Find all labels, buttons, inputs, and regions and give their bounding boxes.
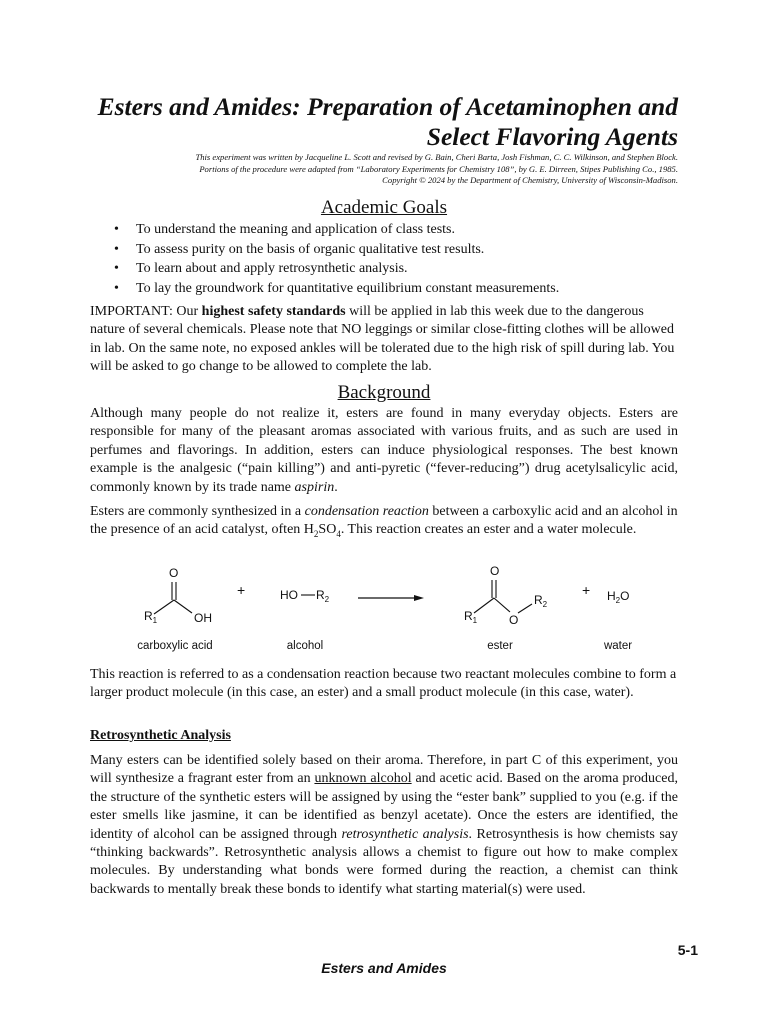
credit-line: Copyright © 2024 by the Department of Chemistry, University of Wisconsin-Madison.	[382, 175, 678, 186]
alcohol-caption: alcohol	[286, 640, 324, 652]
retrosynthesis-paragraph	[90, 752, 678, 899]
ester-structure	[464, 564, 548, 627]
important-emphasis: highest safety standards	[201, 304, 346, 319]
carboxylic-acid-caption: carboxylic acid	[137, 640, 213, 652]
unknown-alcohol-term: unknown alcohol	[314, 771, 412, 787]
plus-sign: +	[237, 582, 246, 598]
text-run: Esters are commonly synthesized in a	[90, 504, 305, 519]
subscript: 2	[313, 529, 319, 540]
ester-caption: ester	[487, 640, 513, 652]
text-run: and acetic acid. Based on the aroma produced, the structure of the synthetic esters will be assigned by using the “ester bank” supplied to you (e.g. if the ester smells like jasmine, it can be identified as benzyl acetate). Once the esters are identified, the identity of alcohol can be assigned through	[90, 771, 678, 842]
carboxylic-acid-structure	[144, 566, 212, 625]
aspirin-term: aspirin	[294, 479, 335, 495]
text-run: Many esters can be identified solely based on their aroma. Therefore, in part C of this experiment, you will synthesize a fragrant ester from an	[90, 753, 678, 787]
r1-label: $R_1$	[464, 609, 478, 625]
reaction-scheme	[120, 560, 660, 660]
bond-line	[518, 604, 532, 613]
retrosynthetic-analysis-term: retrosynthetic analysis	[341, 826, 469, 842]
r2-label: $R_2$	[316, 588, 330, 604]
page-number: 5-1	[677, 942, 698, 958]
bond-line	[494, 598, 510, 612]
background-paragraph-1	[90, 405, 678, 497]
bond-line	[174, 600, 192, 613]
water-formula: $H_2O$	[607, 589, 630, 605]
background-heading: Background	[337, 382, 431, 403]
reaction-arrow	[358, 595, 424, 601]
subscript: 4	[336, 529, 341, 540]
r1-label: $R_1$	[144, 609, 158, 625]
important-text: will be applied in lab this week due to the dangerous nature of several chemicals. Please note that NO leggings or similar close-fitting clothes will be allowed in lab. On the same note, no exposed ankles will be tolerated due to the high risk of spill during lab. You will be asked to go change to be allowed to complete the lab.	[90, 304, 675, 375]
bond-line	[474, 598, 494, 613]
hydroxyl-label: OH	[194, 611, 212, 625]
credit-line: Portions of the procedure were adapted from “Laboratory Experiments for Chemistry 108”, by G. E. Dirreen, Stipes Publishing Co., 1985.	[199, 163, 678, 174]
goal-item: • To understand the meaning and application of class tests.	[90, 220, 678, 240]
carbonyl-oxygen-label: O	[169, 566, 179, 580]
condensation-term: condensation reaction	[304, 504, 429, 519]
goal-item: • To learn about and apply retrosynthetic analysis.	[90, 259, 678, 279]
text-run: between a carboxylic acid and an alcohol in the presence of an acid catalyst, often H	[90, 504, 678, 538]
important-prefix: IMPORTANT: Our	[90, 304, 202, 319]
background-paragraph-3: This reaction is referred to as a condensation reaction because two reactant molecules combine to form a larger product molecule (in this case, an ester) and a small product molecule (in this case, water).	[90, 667, 677, 701]
text-run: Although many people do not realize it, esters are found in many everyday objects. Esters are responsible for many of the pleasant aromas associated with various fruits, and as such are used in perfumes and flavorings. In addition, esters can induce physiological responses. The best known example is the analgesic (“pain killing”) and anti-pyretic (“fever-reducing”) drug acetylsalicylic acid, commonly known by its trade name	[90, 406, 678, 495]
goal-item: • To lay the groundwork for quantitative equilibrium constant measurements.	[90, 279, 678, 299]
important-notice	[90, 303, 678, 377]
credits	[90, 152, 678, 187]
text-run: . Retrosynthesis is how chemists say “thinking backwards”. Retrosynthetic analysis allows a chemist to figure out how to make complex molecules. By understanding what bonds were formed during the reaction, a chemist can think backwards to mentally break these bonds to identify what starting material(s) were used.	[90, 826, 678, 897]
ester-oxygen-label: O	[509, 613, 519, 627]
plus-sign: +	[582, 582, 591, 598]
background-paragraph-2	[90, 503, 678, 540]
retrosynthetic-analysis-heading: Retrosynthetic Analysis	[90, 728, 231, 743]
carbonyl-oxygen-label: O	[490, 564, 500, 578]
text-run: .	[334, 479, 338, 495]
bond-line	[154, 600, 174, 614]
text-run: SO	[318, 522, 337, 538]
goal-item: • To assess purity on the basis of organic qualitative test results.	[90, 240, 678, 260]
credit-line: This experiment was written by Jacqueline L. Scott and revised by G. Bain, Cheri Barta, Josh Fishman, C. C. Wilkinson, and Stephen Block.	[195, 152, 678, 162]
r2-label: $R_2$	[534, 593, 548, 609]
academic-goals-list	[90, 220, 678, 298]
page-footer: Esters and Amides	[321, 960, 447, 976]
document-title: Esters and Amides: Preparation of Acetaminophen and Select Flavoring Agents	[97, 92, 678, 151]
water-caption: water	[603, 640, 633, 652]
academic-goals-heading: Academic Goals	[320, 197, 448, 218]
ho-label: HO	[280, 588, 298, 602]
alcohol-structure	[280, 588, 330, 604]
text-run: . This reaction creates an ester and a water molecule.	[340, 522, 637, 538]
